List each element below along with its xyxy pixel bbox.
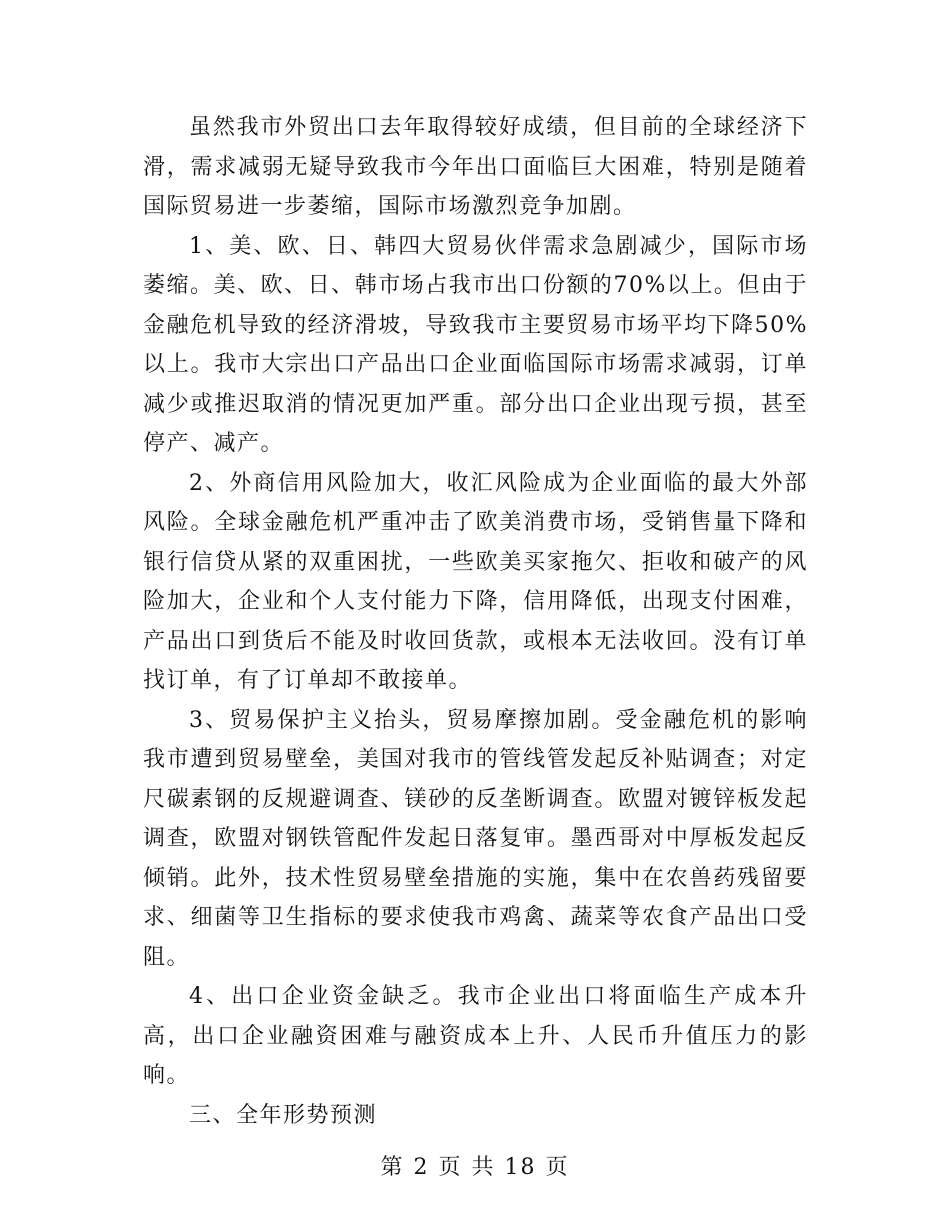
document-body [143,108,808,1135]
paragraph-point-3: 3、贸易保护主义抬头，贸易摩擦加剧。受金融危机的影响我市遭到贸易壁垒，美国对我市的管线管发起反补贴调查；对定尺碳素钢的反规避调查、镁砂的反垄断调查。欧盟对镀锌板发起调查，欧盟对钢铁管配件发起日落复审。墨西哥对中厚板发起反倾销。此外，技术性贸易壁垒措施的实施，集中在农兽药残留要求、细菌等卫生指标的要求使我市鸡禽、蔬菜等农食产品出口受阻。 [143,707,808,970]
paragraph-intro: 虽然我市外贸出口去年取得较好成绩，但目前的全球经济下滑，需求减弱无疑导致我市今年出口面临巨大困难，特别是随着国际贸易进一步萎缩，国际市场激烈竞争加剧。 [143,115,808,219]
paragraph-point-1: 1、美、欧、日、韩四大贸易伙伴需求急剧减少，国际市场萎缩。美、欧、日、韩市场占我市出口份额的70%以上。但由于金融危机导致的经济滑坡，导致我市主要贸易市场平均下降50%以上。我市大宗出口产品出口企业面临国际市场需求减弱，订单减少或推迟取消的情况更加严重。部分出口企业出现亏损，甚至停产、减产。 [143,233,808,456]
paragraph-point-2: 2、外商信用风险加大，收汇风险成为企业面临的最大外部风险。全球金融危机严重冲击了欧美消费市场，受销售量下降和银行信贷从紧的双重困扰，一些欧美买家拖欠、拒收和破产的风险加大，企业和个人支付能力下降，信用降低，出现支付困难，产品出口到货后不能及时收回货款，或根本无法收回。没有订单找订单，有了订单却不敢接单。 [143,470,808,693]
page-number-footer: 第 2 页 共 18 页 [380,1155,570,1180]
section-heading: 三、全年形势预测 [189,1102,378,1128]
paragraph-point-4: 4、出口企业资金缺乏。我市企业出口将面临生产成本升高，出口企业融资困难与融资成本上升、人民币升值压力的影响。 [143,984,808,1088]
